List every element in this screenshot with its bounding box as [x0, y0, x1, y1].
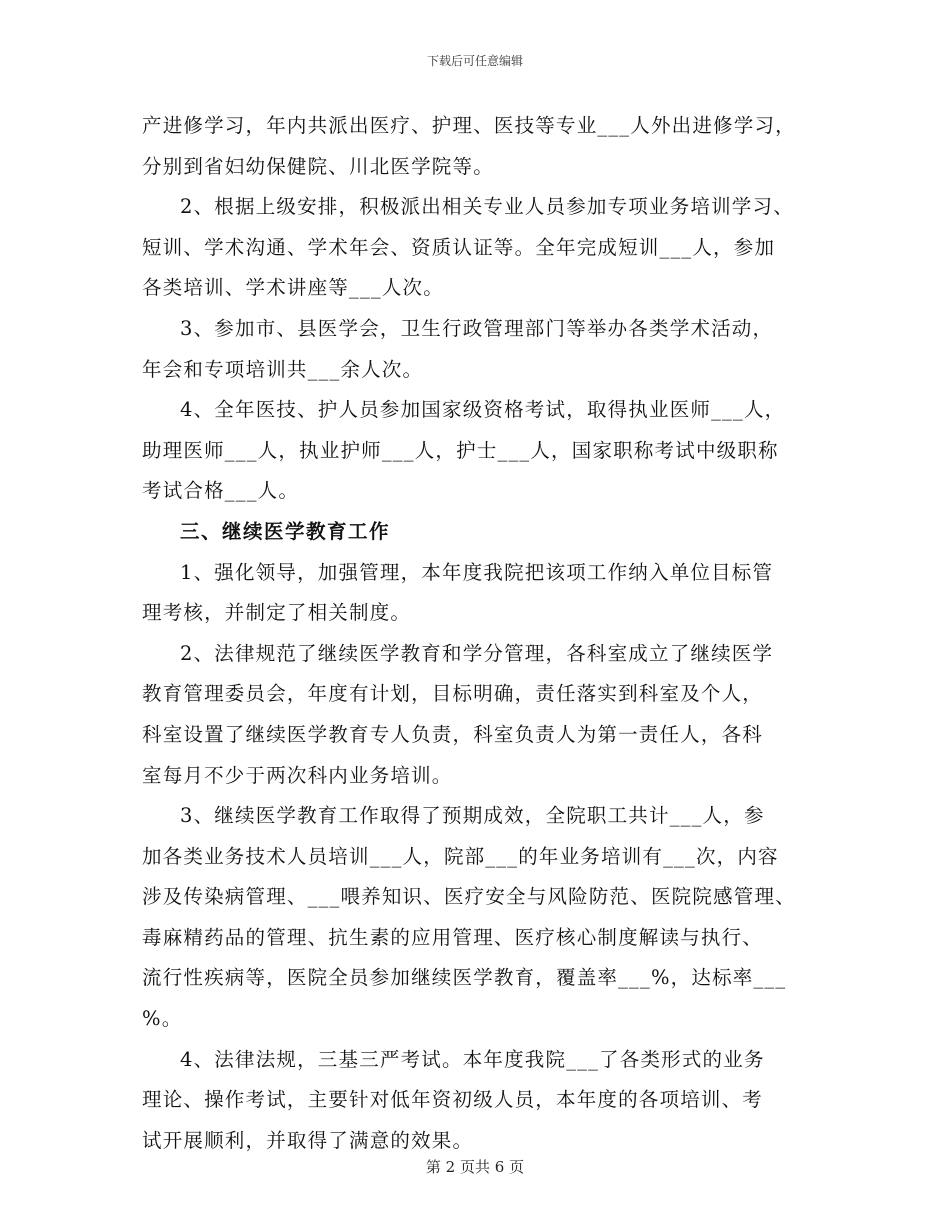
- body-line: 毒麻精药品的管理、抗生素的应用管理、医疗核心制度解读与执行、: [142, 925, 764, 949]
- body-line: 3、继续医学教育工作取得了预期成效，全院职工共计___人，参: [180, 804, 765, 828]
- body-line: 流行性疾病等，医院全员参加继续医学教育，覆盖率___%，达标率___: [142, 966, 787, 990]
- body-line: 4、法律法规，三基三严考试。本年度我院___了各类形式的业务: [180, 1047, 765, 1071]
- page-footer: 第 2 页共 6 页: [425, 1158, 525, 1176]
- body-line: 2、根据上级安排，积极派出相关专业人员参加专项业务培训学习、: [180, 195, 794, 219]
- body-line: 加各类业务技术人员培训___人，院部___的年业务培训有___次，内容: [142, 844, 779, 868]
- body-line: 3、参加市、县医学会，卫生行政管理部门等举办各类学术活动，: [180, 316, 774, 340]
- body-line: 助理医师___人，执业护师___人，护士___人，国家职称考试中级职称: [142, 438, 779, 462]
- page-header: 下载后可任意编辑: [426, 54, 523, 68]
- body-line: 试开展顺利，并取得了满意的效果。: [142, 1128, 474, 1152]
- body-line: 各类培训、学术讲座等___人次。: [142, 276, 444, 300]
- body-line: 短训、学术沟通、学术年会、资质认证等。全年完成短训___人，参加: [142, 235, 776, 259]
- body-line: 涉及传染病管理、___喂养知识、医疗安全与风险防范、医院院感管理、: [142, 885, 796, 909]
- body-line: 室每月不少于两次科内业务培训。: [142, 763, 453, 787]
- body-line: 4、全年医技、护人员参加国家级资格考试，取得执业医师___人，: [180, 398, 786, 422]
- body-line: 1、强化领导，加强管理，本年度我院把该项工作纳入单位目标管: [180, 560, 774, 584]
- body-line: 考试合格___人。: [142, 479, 300, 503]
- section-heading: 三、继续医学教育工作: [180, 519, 391, 543]
- document-body: [142, 106, 822, 1161]
- body-line: 理考核，并制定了相关制度。: [142, 601, 412, 625]
- body-line: 年会和专项培训共___余人次。: [142, 357, 424, 381]
- body-line: 理论、操作考试，主要针对低年资初级人员，本年度的各项培训、考: [142, 1088, 764, 1112]
- body-line: 产进修学习，年内共派出医疗、护理、医技等专业___人外出进修学习，: [142, 114, 796, 137]
- body-line: 科室设置了继续医学教育专人负责，科室负责人为第一责任人，各科: [142, 722, 764, 746]
- body-line: %。: [142, 1007, 183, 1031]
- body-line: 教育管理委员会，年度有计划，目标明确，责任落实到科室及个人，: [142, 682, 764, 706]
- body-line: 2、法律规范了继续医学教育和学分管理，各科室成立了继续医学: [180, 641, 774, 665]
- body-line: 分别到省妇幼保健院、川北医学院等。: [142, 154, 494, 178]
